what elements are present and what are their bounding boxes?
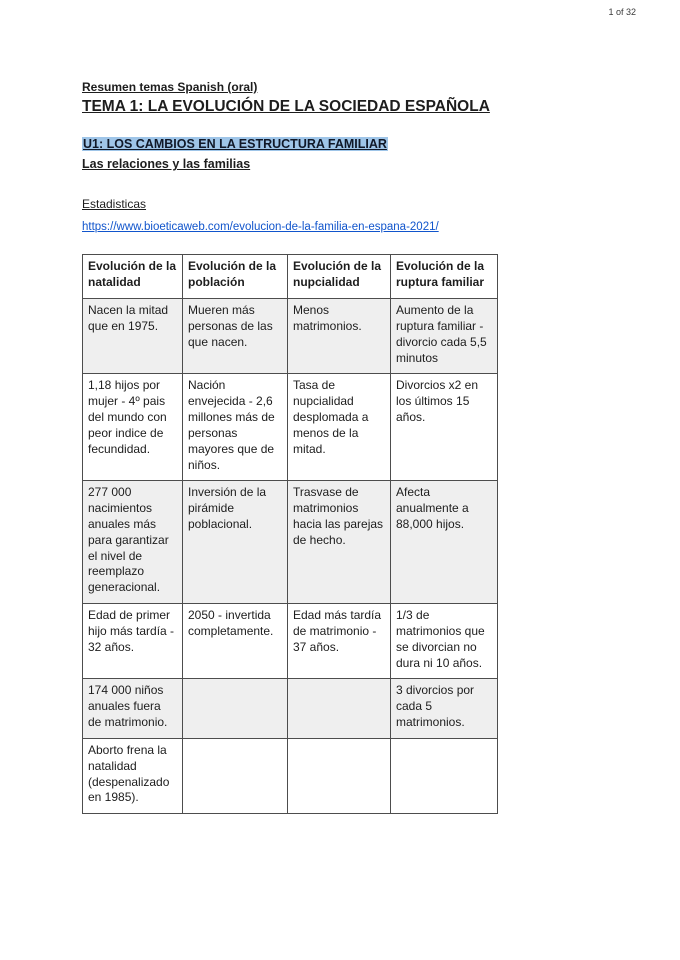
table-cell: Edad de primer hijo más tardía - 32 años. — [83, 604, 183, 679]
table-header-row — [83, 255, 498, 299]
table-cell: Tasa de nupcialidad desplomada a menos de la mitad. — [288, 374, 391, 481]
table-cell: Afecta anualmente a 88,000 hijos. — [391, 481, 498, 604]
table-cell: Divorcios x2 en los últimos 15 años. — [391, 374, 498, 481]
table-cell: Aumento de la ruptura familiar - divorcio cada 5,5 minutos — [391, 299, 498, 374]
evolution-table — [82, 254, 498, 814]
table-cell — [288, 738, 391, 813]
table-row — [83, 604, 498, 679]
document-content — [82, 80, 502, 814]
table-cell — [183, 738, 288, 813]
table-cell: 3 divorcios por cada 5 matrimonios. — [391, 679, 498, 738]
table-cell: Aborto frena la natalidad (despenalizado en 1985). — [83, 738, 183, 813]
page-indicator: 1 of 32 — [608, 7, 636, 17]
table-cell: Inversión de la pirámide poblacional. — [183, 481, 288, 604]
table-cell: 277 000 nacimientos anuales más para garantizar el nivel de reemplazo generacional. — [83, 481, 183, 604]
document-subtitle: Resumen temas Spanish (oral) — [82, 80, 258, 94]
table-row — [83, 299, 498, 374]
table-cell: 1/3 de matrimonios que se divorcian no dura ni 10 años. — [391, 604, 498, 679]
table-header-poblacion: Evolución de la población — [183, 255, 288, 299]
table-cell: 1,18 hijos por mujer - 4º pais del mundo con peor indice de fecundidad. — [83, 374, 183, 481]
table-header-nupcialidad: Evolución de la nupcialidad — [288, 255, 391, 299]
table-cell: Mueren más personas de las que nacen. — [183, 299, 288, 374]
table-header-natalidad: Evolución de la natalidad — [83, 255, 183, 299]
document-title: TEMA 1: LA EVOLUCIÓN DE LA SOCIEDAD ESPAÑOLA — [82, 98, 490, 115]
table-cell: Nación envejecida - 2,6 millones más de personas mayores que de niños. — [183, 374, 288, 481]
table-cell — [183, 679, 288, 738]
table-cell: Menos matrimonios. — [288, 299, 391, 374]
table-row — [83, 481, 498, 604]
table-cell: 2050 - invertida completamente. — [183, 604, 288, 679]
subsection-heading: Las relaciones y las familias — [82, 157, 251, 172]
table-row — [83, 679, 498, 738]
section-heading-highlighted: U1: LOS CAMBIOS EN LA ESTRUCTURA FAMILIAR — [83, 137, 387, 152]
source-link[interactable]: https://www.bioeticaweb.com/evolucion-de-la-familia-en-espana-2021/ — [82, 220, 439, 233]
table-cell — [391, 738, 498, 813]
source-link-line — [82, 216, 502, 237]
table-row — [83, 738, 498, 813]
table-header-ruptura: Evolución de la ruptura familiar — [391, 255, 498, 299]
table-cell: Trasvase de matrimonios hacia las parejas de hecho. — [288, 481, 391, 604]
table-row — [83, 374, 498, 481]
table-cell: Edad más tardía de matrimonio - 37 años. — [288, 604, 391, 679]
table-cell — [288, 679, 391, 738]
section-heading-line — [82, 134, 502, 154]
table-cell: Nacen la mitad que en 1975. — [83, 299, 183, 374]
statistics-label: Estadisticas — [82, 197, 147, 211]
table-cell: 174 000 niños anuales fuera de matrimonio. — [83, 679, 183, 738]
